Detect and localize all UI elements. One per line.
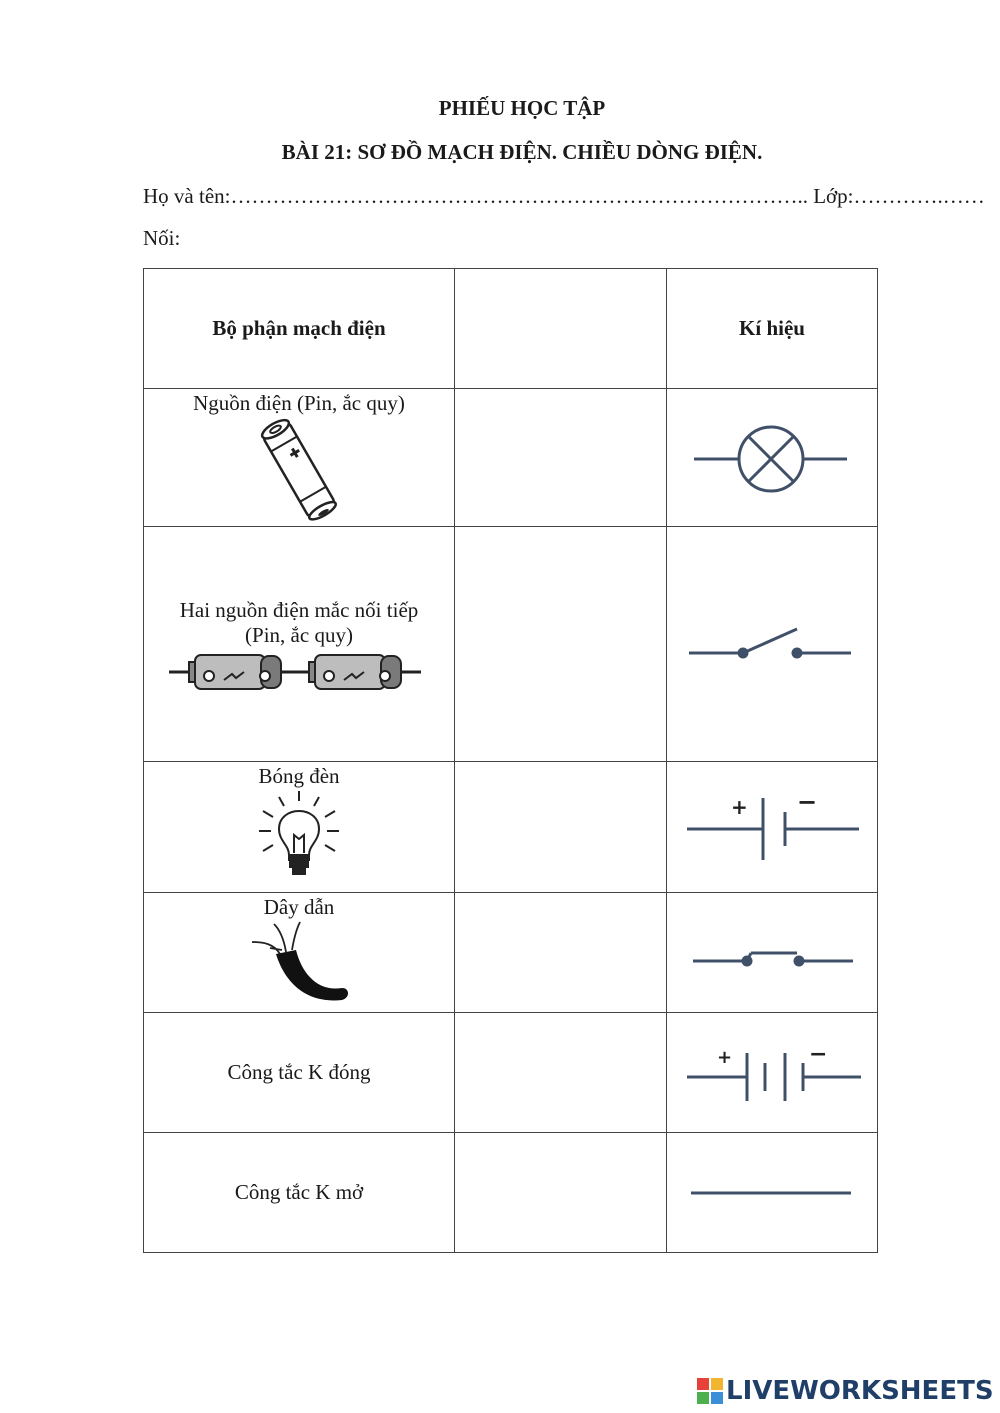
symbol-cell[interactable] xyxy=(667,527,878,762)
match-cell[interactable] xyxy=(455,893,667,1013)
two-cell-battery-symbol-icon xyxy=(667,1013,877,1133)
part-cell-two-batteries[interactable] xyxy=(144,527,455,762)
part-cell-switch-closed[interactable] xyxy=(144,1013,455,1133)
wire-cable-icon xyxy=(244,920,354,1008)
symbol-cell[interactable] xyxy=(667,389,878,527)
symbol-cell[interactable] xyxy=(667,893,878,1013)
part-label: Dây dẫn xyxy=(263,895,335,919)
lamp-symbol-icon xyxy=(667,389,877,527)
match-cell[interactable] xyxy=(455,389,667,527)
part-cell-wire[interactable] xyxy=(144,893,455,1013)
match-cell[interactable] xyxy=(455,1013,667,1133)
match-cell[interactable] xyxy=(455,1133,667,1253)
part-label: Công tắc K mở xyxy=(234,1180,364,1204)
minus-sign: − xyxy=(797,788,818,816)
header-symbol: Kí hiệu xyxy=(667,269,878,389)
header-part: Bộ phận mạch điện xyxy=(144,269,455,389)
part-cell-switch-open[interactable] xyxy=(144,1133,455,1253)
symbol-cell[interactable] xyxy=(667,1133,878,1253)
part-label: (Pin, ắc quy) xyxy=(245,623,353,647)
match-cell[interactable] xyxy=(455,762,667,893)
name-class-line: Họ và tên:……………………………………………………………………….. Lớp:………….…… xyxy=(143,184,985,208)
plus-sign: + xyxy=(717,1047,733,1068)
logo-text: LIVEWORKSHEETS xyxy=(726,1376,994,1406)
part-cell-battery[interactable] xyxy=(144,389,455,527)
symbol-cell[interactable] xyxy=(667,762,878,893)
closed-switch-symbol-icon xyxy=(667,893,877,1013)
single-cell-symbol-icon xyxy=(667,762,877,893)
instruction-label: Nối: xyxy=(143,226,181,250)
plus-sign: + xyxy=(731,795,748,819)
symbol-cell[interactable] xyxy=(667,1013,878,1133)
matching-table xyxy=(143,268,878,1253)
battery-icon xyxy=(249,416,349,524)
part-label: Hai nguồn điện mắc nối tiếp xyxy=(179,598,419,622)
part-label: Bóng đèn xyxy=(258,764,340,788)
wire-symbol-icon xyxy=(667,1133,877,1253)
logo-grid-icon xyxy=(697,1378,723,1404)
header-empty xyxy=(455,269,667,389)
open-switch-symbol-icon xyxy=(667,527,877,762)
two-batteries-icon xyxy=(169,648,429,698)
part-cell-bulb[interactable] xyxy=(144,762,455,893)
lesson-title: BÀI 21: SƠ ĐỒ MẠCH ĐIỆN. CHIỀU DÒNG ĐIỆN. xyxy=(281,140,763,164)
part-label: Nguồn điện (Pin, ắc quy) xyxy=(193,391,405,415)
part-label: Công tắc K đóng xyxy=(227,1060,371,1084)
liveworksheets-logo xyxy=(697,1376,994,1406)
light-bulb-icon xyxy=(249,789,349,881)
minus-sign: − xyxy=(809,1042,828,1067)
match-cell[interactable] xyxy=(455,527,667,762)
worksheet-title: PHIẾU HỌC TẬP xyxy=(438,96,606,120)
